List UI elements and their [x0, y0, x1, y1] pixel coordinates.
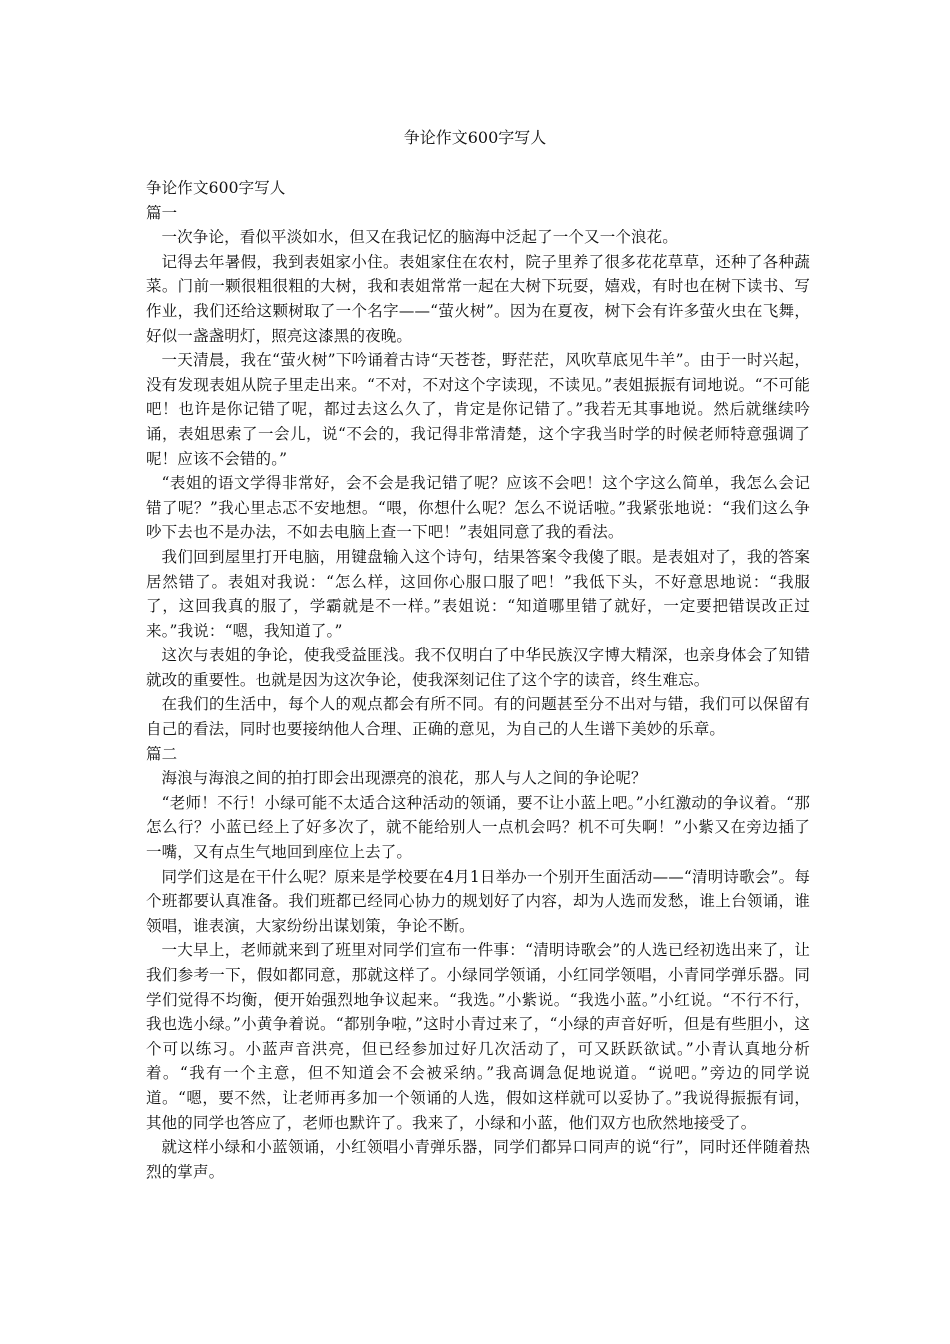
section-1-paragraph-1: 一次争论，看似平淡如水，但又在我记忆的脑海中泛起了一个又一个浪花。: [161, 228, 678, 247]
section-1-paragraph-2: 记得去年暑假，我到表姐家小住。表姐家住在农村，院子里养了很多花花草草，还种了各种蔬菜。门前一颗很粗很粗的大树，我和表姐常常一起在大树下玩耍，嬉戏，有时也在树下读书、写作业，我们还给这颗树取了一个名字——“萤火树”。因为在夏夜，树下会有许多萤火虫在飞舞，好似一盏盏明灯，照亮这漆黑的夜晚。: [146, 252, 810, 345]
section-2-paragraph-3: 同学们这是在干什么呢？原来是学校要在4月1日举办一个别开生面活动——“清明诗歌会”。每个班都要认真准备。我们班都已经同心协力的规划好了内容，却为人选而发愁，谁上台领诵，谁领唱，谁表演，大家纷纷出谋划策，争论不断。: [146, 867, 810, 935]
section-2-paragraph-1: 海浪与海浪之间的拍打即会出现漂亮的浪花，那人与人之间的争论呢？: [161, 769, 647, 788]
section-1-paragraph-4: “表姐的语文学得非常好，会不会是我记错了呢？应该不会吧！这个字这么简单，我怎么会记错了呢？”我心里忐忑不安地想。“喂，你想什么呢？怎么不说话啦。”我紧张地说：“我们这么争吵下去也不是办法，不如去电脑上查一下吧！”表姐同意了我的看法。: [146, 474, 810, 542]
section-2-paragraph-4: 一大早上，老师就来到了班里对同学们宣布一件事：“清明诗歌会”的人选已经初选出来了，让我们参考一下，假如都同意，那就这样了。小绿同学领诵，小红同学领唱，小青同学弹乐器。同学们觉得不均衡，便开始强烈地争议起来。“我选。”小紫说。“我选小蓝。”小红说。“不行不行，我也选小绿。”小黄争着说。“都别争啦，”这时小青过来了，“小绿的声音好听，但是有些胆小，这个可以练习。小蓝声音洪亮，但已经参加过好几次活动了，可又跃跃欲试。”小青认真地分析着。“我有一个主意，但不知道会不会被采纳。”我高调急促地说道。“说吧。”旁边的同学说道。“嗯，要不然，让老师再多加一个领诵的人选，假如这样就可以妥协了。”我说得振振有词，其他的同学也答应了，老师也默许了。我来了，小绿和小蓝，他们双方也欣然地接受了。: [146, 941, 810, 1132]
document-body: [146, 176, 810, 1184]
section-1-paragraph-3: 一天清晨，我在“萤火树”下吟诵着古诗“天苍苍，野茫茫，风吹草底见牛羊”。由于一时兴起，没有发现表姐从院子里走出来。“不对，不对这个字读现，不读见。”表姐振振有词地说。“不可能吧！也许是你记错了呢，都过去这么久了，肯定是你记错了。”我若无其事地说。然后就继续吟诵，表姐思索了一会儿，说“不会的，我记得非常清楚，这个字我当时学的时候老师特意强调了呢！应该不会错的。”: [146, 351, 810, 468]
section-heading-2: 篇二: [146, 744, 178, 763]
section-heading-1: 篇一: [146, 203, 178, 222]
page-title: 争论作文600字写人: [403, 128, 547, 147]
section-1-paragraph-7: 在我们的生活中，每个人的观点都会有所不同。有的问题甚至分不出对与错，我们可以保留有自己的看法，同时也要接纳他人合理、正确的意见，为自己的人生谱下美妙的乐章。: [146, 695, 810, 739]
document-subtitle: 争论作文600字写人: [146, 179, 286, 197]
section-1-paragraph-5: 我们回到屋里打开电脑，用键盘输入这个诗句，结果答案令我傻了眼。是表姐对了，我的答案居然错了。表姐对我说：“怎么样，这回你心服口服了吧！”我低下头，不好意思地说：“我服了，这回我真的服了，学霸就是不一样。”表姐说：“知道哪里错了就好，一定要把错误改正过来。”我说：“嗯，我知道了。”: [146, 547, 810, 640]
section-2-paragraph-2: “老师！不行！小绿可能不太适合这种活动的领诵，要不让小蓝上吧。”小红激动的争议着。“那怎么行？小蓝已经上了好多次了，就不能给别人一点机会吗？机不可失啊！”小紫又在旁边插了一嘴，又有点生气地回到座位上去了。: [146, 793, 810, 862]
section-2-paragraph-5: 就这样小绿和小蓝领诵，小红领唱小青弹乐器，同学们都异口同声的说“行”，同时还伴随着热烈的掌声。: [146, 1138, 810, 1181]
section-1-paragraph-6: 这次与表姐的争论，使我受益匪浅。我不仅明白了中华民族汉字博大精深，也亲身体会了知错就改的重要性。也就是因为这次争论，使我深刻记住了这个字的读音，终生难忘。: [146, 646, 810, 689]
